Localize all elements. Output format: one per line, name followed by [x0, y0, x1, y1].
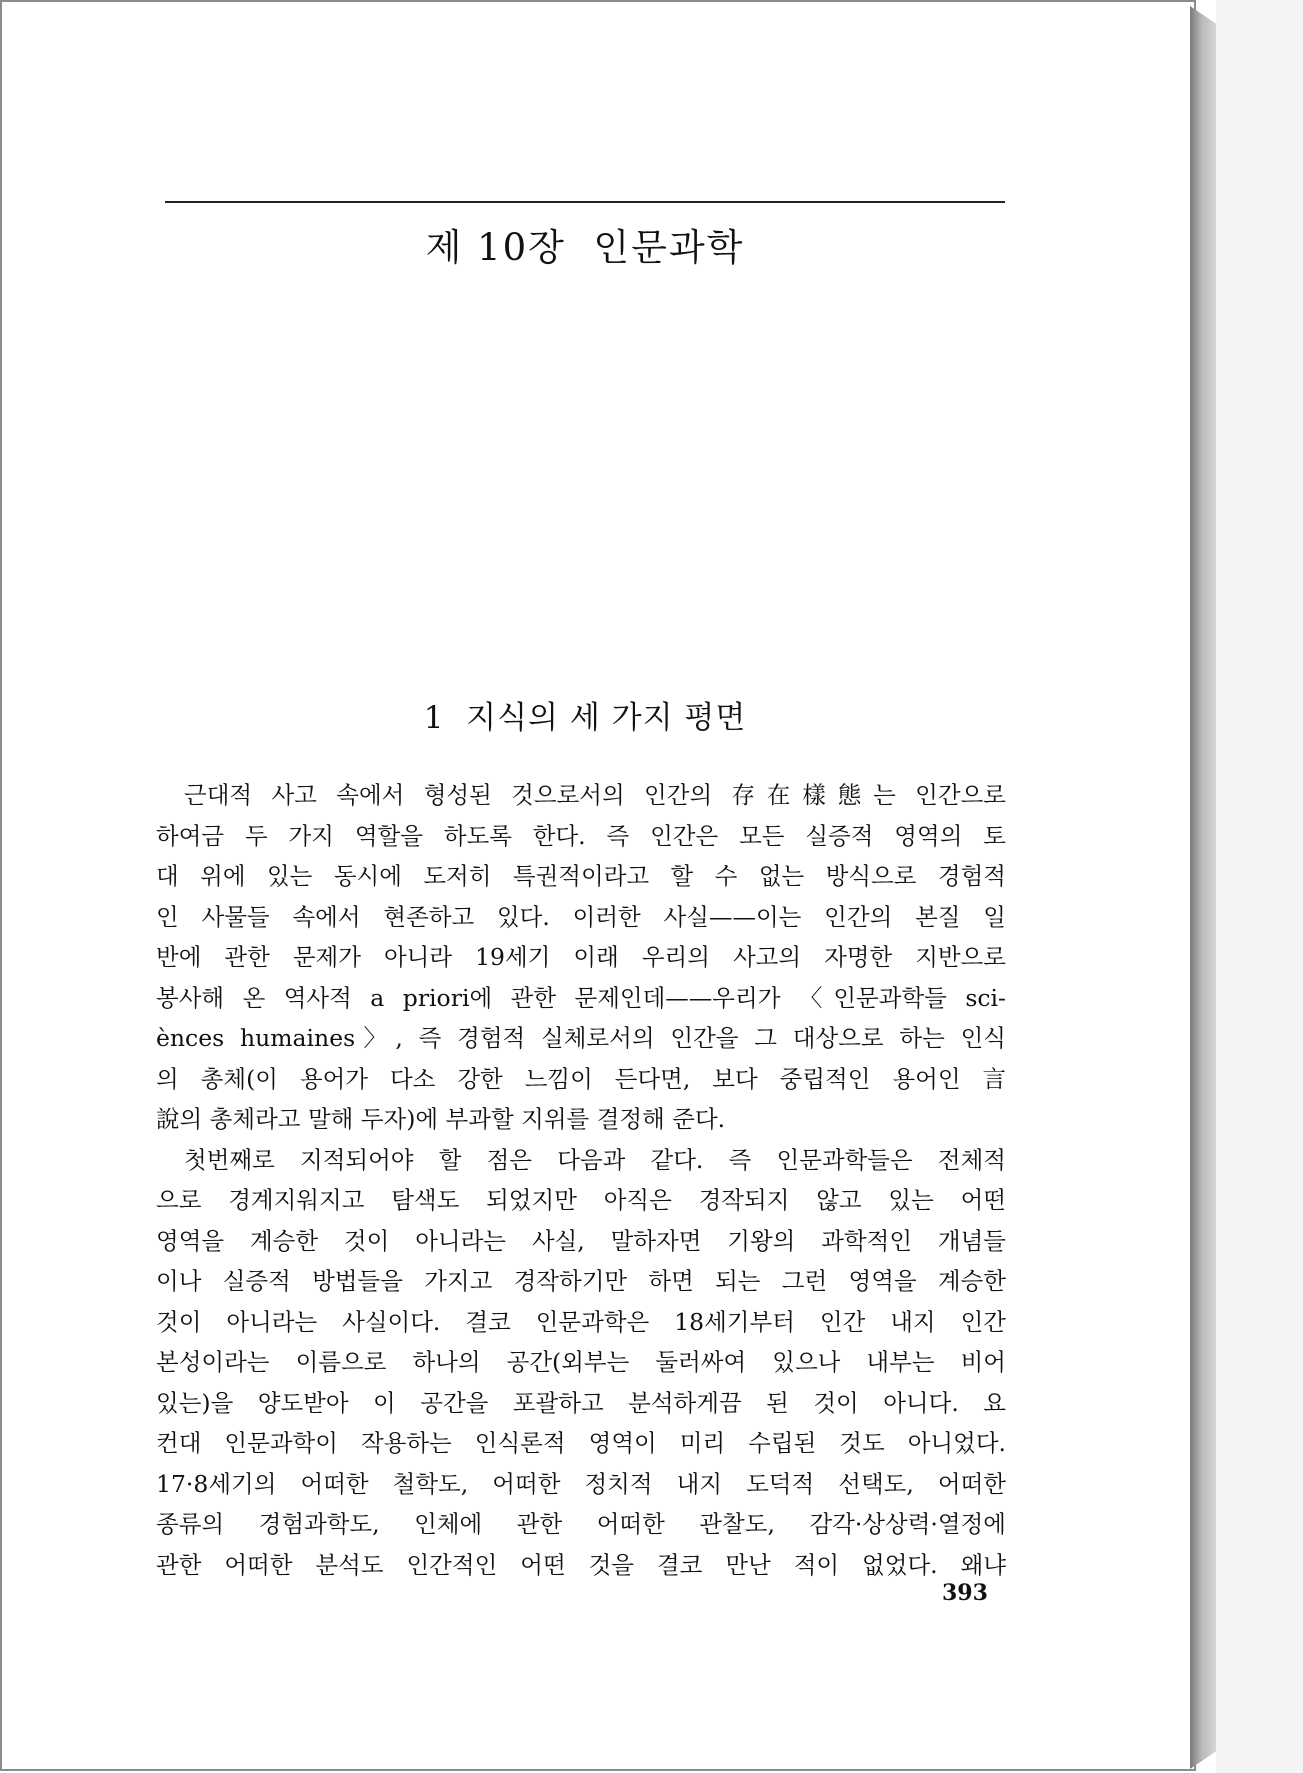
- text-line: 것이 아니라는 사실이다. 결코 인문과학은 18세기부터 인간 내지 인간: [156, 1307, 1006, 1336]
- text-line: 하여금 두 가지 역할을 하도록 한다. 즉 인간은 모든 실증적 영역의 토: [156, 821, 1006, 850]
- text-line: 반에 관한 문제가 아니라 19세기 이래 우리의 사고의 자명한 지반으로: [156, 943, 1006, 971]
- text-line: 說의 총체라고 말해 두자)에 부과할 지위를 결정해 준다.: [156, 1105, 726, 1133]
- text-line: 이나 실증적 방법들을 가지고 경작하기만 하면 되는 그런 영역을 계승한: [156, 1267, 1006, 1295]
- section-title: 1 지식의 세 가지 평면: [423, 700, 747, 736]
- page-edge-shadow: [1190, 6, 1216, 1769]
- text-line: 대 위에 있는 동시에 도저히 특권적이라고 할 수 없는 방식으로 경험적: [156, 862, 1006, 890]
- text-line: 있는)을 양도받아 이 공간을 포괄하고 분석하게끔 된 것이 아니다. 요: [156, 1388, 1006, 1417]
- text-line: 관한 어떠한 분석도 인간적인 어떤 것을 결코 만난 적이 없었다. 왜냐: [156, 1550, 1006, 1579]
- text-line: 첫번째로 지적되어야 할 점은 다음과 같다. 즉 인문과학들은 전체적: [184, 1145, 1006, 1174]
- text-line: 의 총체(이 용어가 다소 강한 느낌이 든다면, 보다 중립적인 용어인 言: [156, 1064, 1006, 1093]
- text-line: 17·8세기의 어떠한 철학도, 어떠한 정치적 내지 도덕적 선택도, 어떠한: [156, 1469, 1006, 1498]
- chapter-top-rule: [165, 201, 1005, 203]
- background-margin: [1216, 0, 1303, 1773]
- chapter-title: 제 10장 인문과학: [425, 226, 745, 269]
- page-number: 393: [942, 1580, 988, 1606]
- text-line: 으로 경계지워지고 탐색도 되었지만 아직은 경작되지 않고 있는 어떤: [156, 1186, 1006, 1214]
- text-line: 봉사해 온 역사적 a priori에 관한 문제인데——우리가 〈인문과학들 sci-: [156, 983, 1006, 1012]
- text-line: 종류의 경험과학도, 인체에 관한 어떠한 관찰도, 감각·상상력·열정에: [156, 1510, 1006, 1538]
- text-line: ènces humaines〉, 즉 경험적 실체로서의 인간을 그 대상으로 하는 인식: [156, 1024, 1006, 1052]
- text-line: 근대적 사고 속에서 형성된 것으로서의 인간의 存在樣態는 인간으로: [184, 781, 1006, 809]
- text-line: 본성이라는 이름으로 하나의 공간(외부는 둘러싸여 있으나 내부는 비어: [156, 1348, 1006, 1376]
- text-line: 인 사물들 속에서 현존하고 있다. 이러한 사실——이는 인간의 본질 일: [156, 902, 1006, 931]
- text-line: 컨대 인문과학이 작용하는 인식론적 영역이 미리 수립된 것도 아니었다.: [156, 1429, 1006, 1457]
- text-line: 영역을 계승한 것이 아니라는 사실, 말하자면 기왕의 과학적인 개념들: [156, 1226, 1006, 1255]
- body-text: [156, 775, 1006, 1585]
